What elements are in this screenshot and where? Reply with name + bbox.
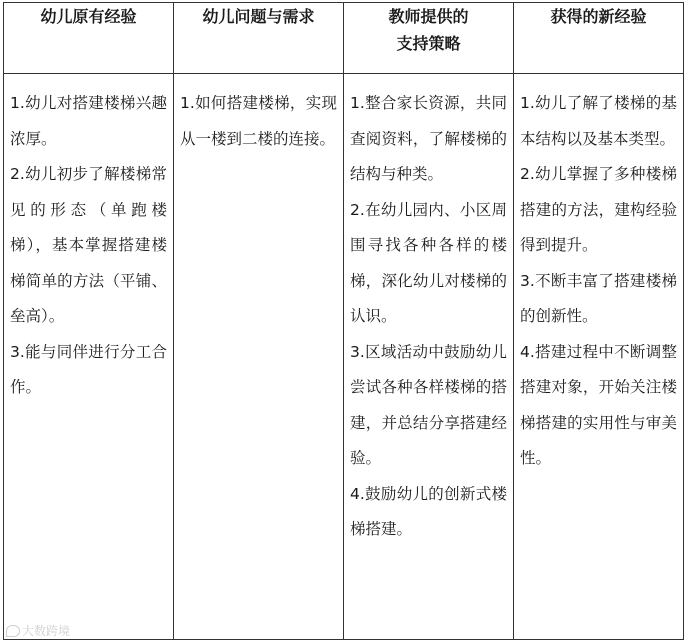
list-item: 3.能与同伴进行分工合作。: [10, 342, 167, 396]
list-item: 1.如何搭建楼梯，实现从一楼到二楼的连接。: [180, 94, 337, 148]
chat-bubble-icon: [6, 625, 20, 637]
watermark-text: 大数跨境: [22, 624, 71, 638]
header-row: [4, 3, 684, 74]
cell-original-experience: [4, 74, 174, 640]
header-teacher-strategies: [344, 3, 514, 74]
header-teacher-strategies-line2: 支持策略: [396, 34, 461, 53]
watermark: [6, 622, 70, 639]
list-item: 2.幼儿掌握了多种楼梯搭建的方法，建构经验得到提升。: [520, 165, 677, 254]
list-item: 3.不断丰富了搭建楼梯的创新性。: [520, 271, 677, 325]
cell-teacher-strategies: [344, 74, 514, 640]
cell-new-experience: [514, 74, 684, 640]
header-new-experience: 获得的新经验: [514, 3, 684, 74]
cell-problems-needs: [174, 74, 344, 640]
header-original-experience: 幼儿原有经验: [4, 3, 174, 74]
list-item: 1.幼儿对搭建楼梯兴趣浓厚。: [10, 94, 167, 148]
list-item: 2.幼儿初步了解楼梯常见的形态（单跑楼梯），基本掌握搭建楼梯简单的方法（平铺、垒高）。: [10, 165, 167, 325]
list-item: 3.区域活动中鼓励幼儿尝试各种各样楼梯的搭建，并总结分享搭建经验。: [350, 342, 507, 467]
list-item: 2.在幼儿园内、小区周围寻找各种各样的楼梯，深化幼儿对楼梯的认识。: [350, 200, 507, 325]
header-teacher-strategies-line1: 教师提供的: [388, 7, 469, 26]
list-item: 4.鼓励幼儿的创新式楼梯搭建。: [350, 484, 507, 538]
list-item: 1.整合家长资源，共同查阅资料，了解楼梯的结构与种类。: [350, 94, 507, 183]
header-problems-needs: 幼儿问题与需求: [174, 3, 344, 74]
experience-table: [3, 2, 684, 640]
list-item: 1.幼儿了解了楼梯的基本结构以及基本类型。: [520, 94, 677, 148]
body-row: [4, 74, 684, 640]
list-item: 4.搭建过程中不断调整搭建对象，开始关注楼梯搭建的实用性与审美性。: [520, 342, 677, 467]
